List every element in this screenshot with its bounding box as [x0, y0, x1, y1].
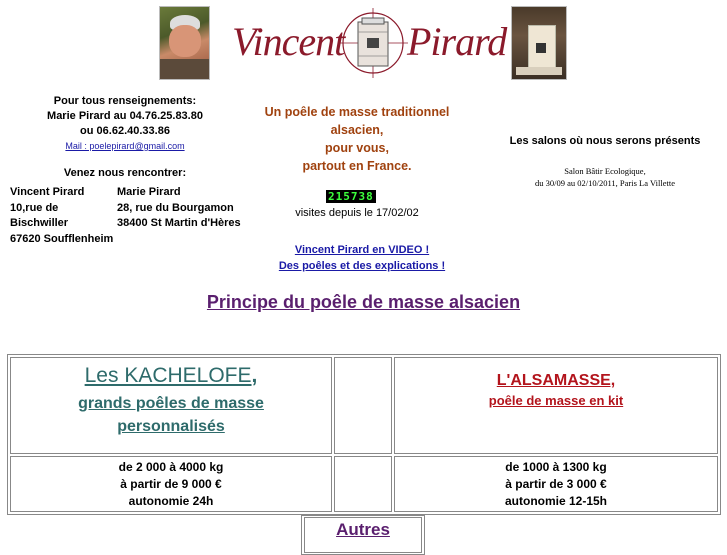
address-line: 67620 Soufflenheim — [10, 232, 114, 245]
address-vincent — [10, 185, 120, 247]
visit-counter: 215738 — [328, 190, 374, 203]
meet-heading: Venez nous rencontrer: — [63, 167, 187, 179]
middle-spacer-cell — [334, 357, 392, 454]
kachelofe-specs-cell — [10, 456, 332, 512]
kachelofe-comma: , — [251, 364, 258, 387]
alsamasse-autonomy: autonomie 12-15h — [504, 494, 608, 508]
contact-block — [20, 94, 230, 154]
portrait-photo — [159, 6, 210, 80]
stove-logo-icon — [338, 8, 408, 78]
principle-link[interactable]: Principe du poêle de masse alsacien — [206, 292, 521, 312]
alsamasse-specs-cell — [394, 456, 718, 512]
salons-heading: Les salons où nous serons présents — [509, 135, 701, 147]
other-cell — [304, 517, 422, 553]
middle-spacer-cell-2 — [334, 456, 392, 512]
video-links — [252, 242, 472, 274]
salon-name: Salon Bâtir Ecologique, — [564, 166, 646, 176]
kachelofe-weight: de 2 000 à 4000 kg — [118, 460, 224, 474]
alsamasse-sub-link[interactable]: poêle de masse en kit — [488, 393, 624, 408]
kachelofe-sub-link-2[interactable]: personnalisés — [117, 418, 225, 435]
other-link[interactable]: Autres — [336, 520, 390, 539]
address-line: 10,rue de — [10, 201, 59, 214]
contact-heading: Pour tous renseignements: — [53, 95, 197, 107]
address-marie — [117, 185, 247, 232]
explanations-link[interactable]: Des poêles et des explications ! — [278, 260, 446, 272]
salon-info — [490, 165, 720, 189]
alsamasse-price: à partir de 3 000 € — [505, 477, 607, 491]
mail-link[interactable]: Mail : poelepirard@gmail.com — [65, 141, 185, 151]
alsamasse-cell — [394, 357, 718, 454]
address-line: 38400 St Martin d'Hères — [117, 217, 241, 229]
address-line: Bischwiller — [10, 217, 69, 229]
contact-phone-2: ou 06.62.40.33.86 — [80, 125, 170, 137]
salon-dates: du 30/09 au 02/10/2011, Paris La Villette — [535, 178, 675, 188]
tagline-line: partout en France. — [302, 159, 412, 173]
kachelofe-price: à partir de 9 000 € — [120, 477, 222, 491]
address-line: Marie Pirard — [117, 186, 181, 198]
alsamasse-title-link[interactable]: L'ALSAMASSE, — [496, 372, 616, 389]
principle-heading — [0, 292, 727, 313]
tagline-line: Un poêle de masse traditionnel — [264, 105, 450, 119]
video-link[interactable]: Vincent Pirard en VIDEO ! — [294, 244, 430, 256]
tagline-line: pour vous, — [325, 141, 389, 155]
logo-first-name: Vincent — [232, 19, 345, 64]
alsamasse-weight: de 1000 à 1300 kg — [505, 460, 607, 474]
kachelofe-cell — [10, 357, 332, 454]
address-line: Vincent Pirard — [10, 186, 85, 198]
address-line: 28, rue du Bourgamon — [117, 201, 234, 214]
logo-last-name: Pirard — [407, 19, 507, 64]
kachelofe-title-link[interactable]: Les KACHELOFE — [84, 364, 252, 387]
logo[interactable] — [232, 8, 507, 78]
tagline — [252, 103, 462, 175]
kachelofe-sub-link-1[interactable]: grands poêles de masse — [78, 395, 264, 412]
stove-photo — [511, 6, 567, 80]
contact-phone-1: Marie Pirard au 04.76.25.83.80 — [47, 110, 203, 122]
visits-text: visites depuis le 17/02/02 — [295, 207, 419, 219]
kachelofe-autonomy: autonomie 24h — [128, 494, 214, 508]
tagline-line: alsacien, — [330, 123, 384, 137]
